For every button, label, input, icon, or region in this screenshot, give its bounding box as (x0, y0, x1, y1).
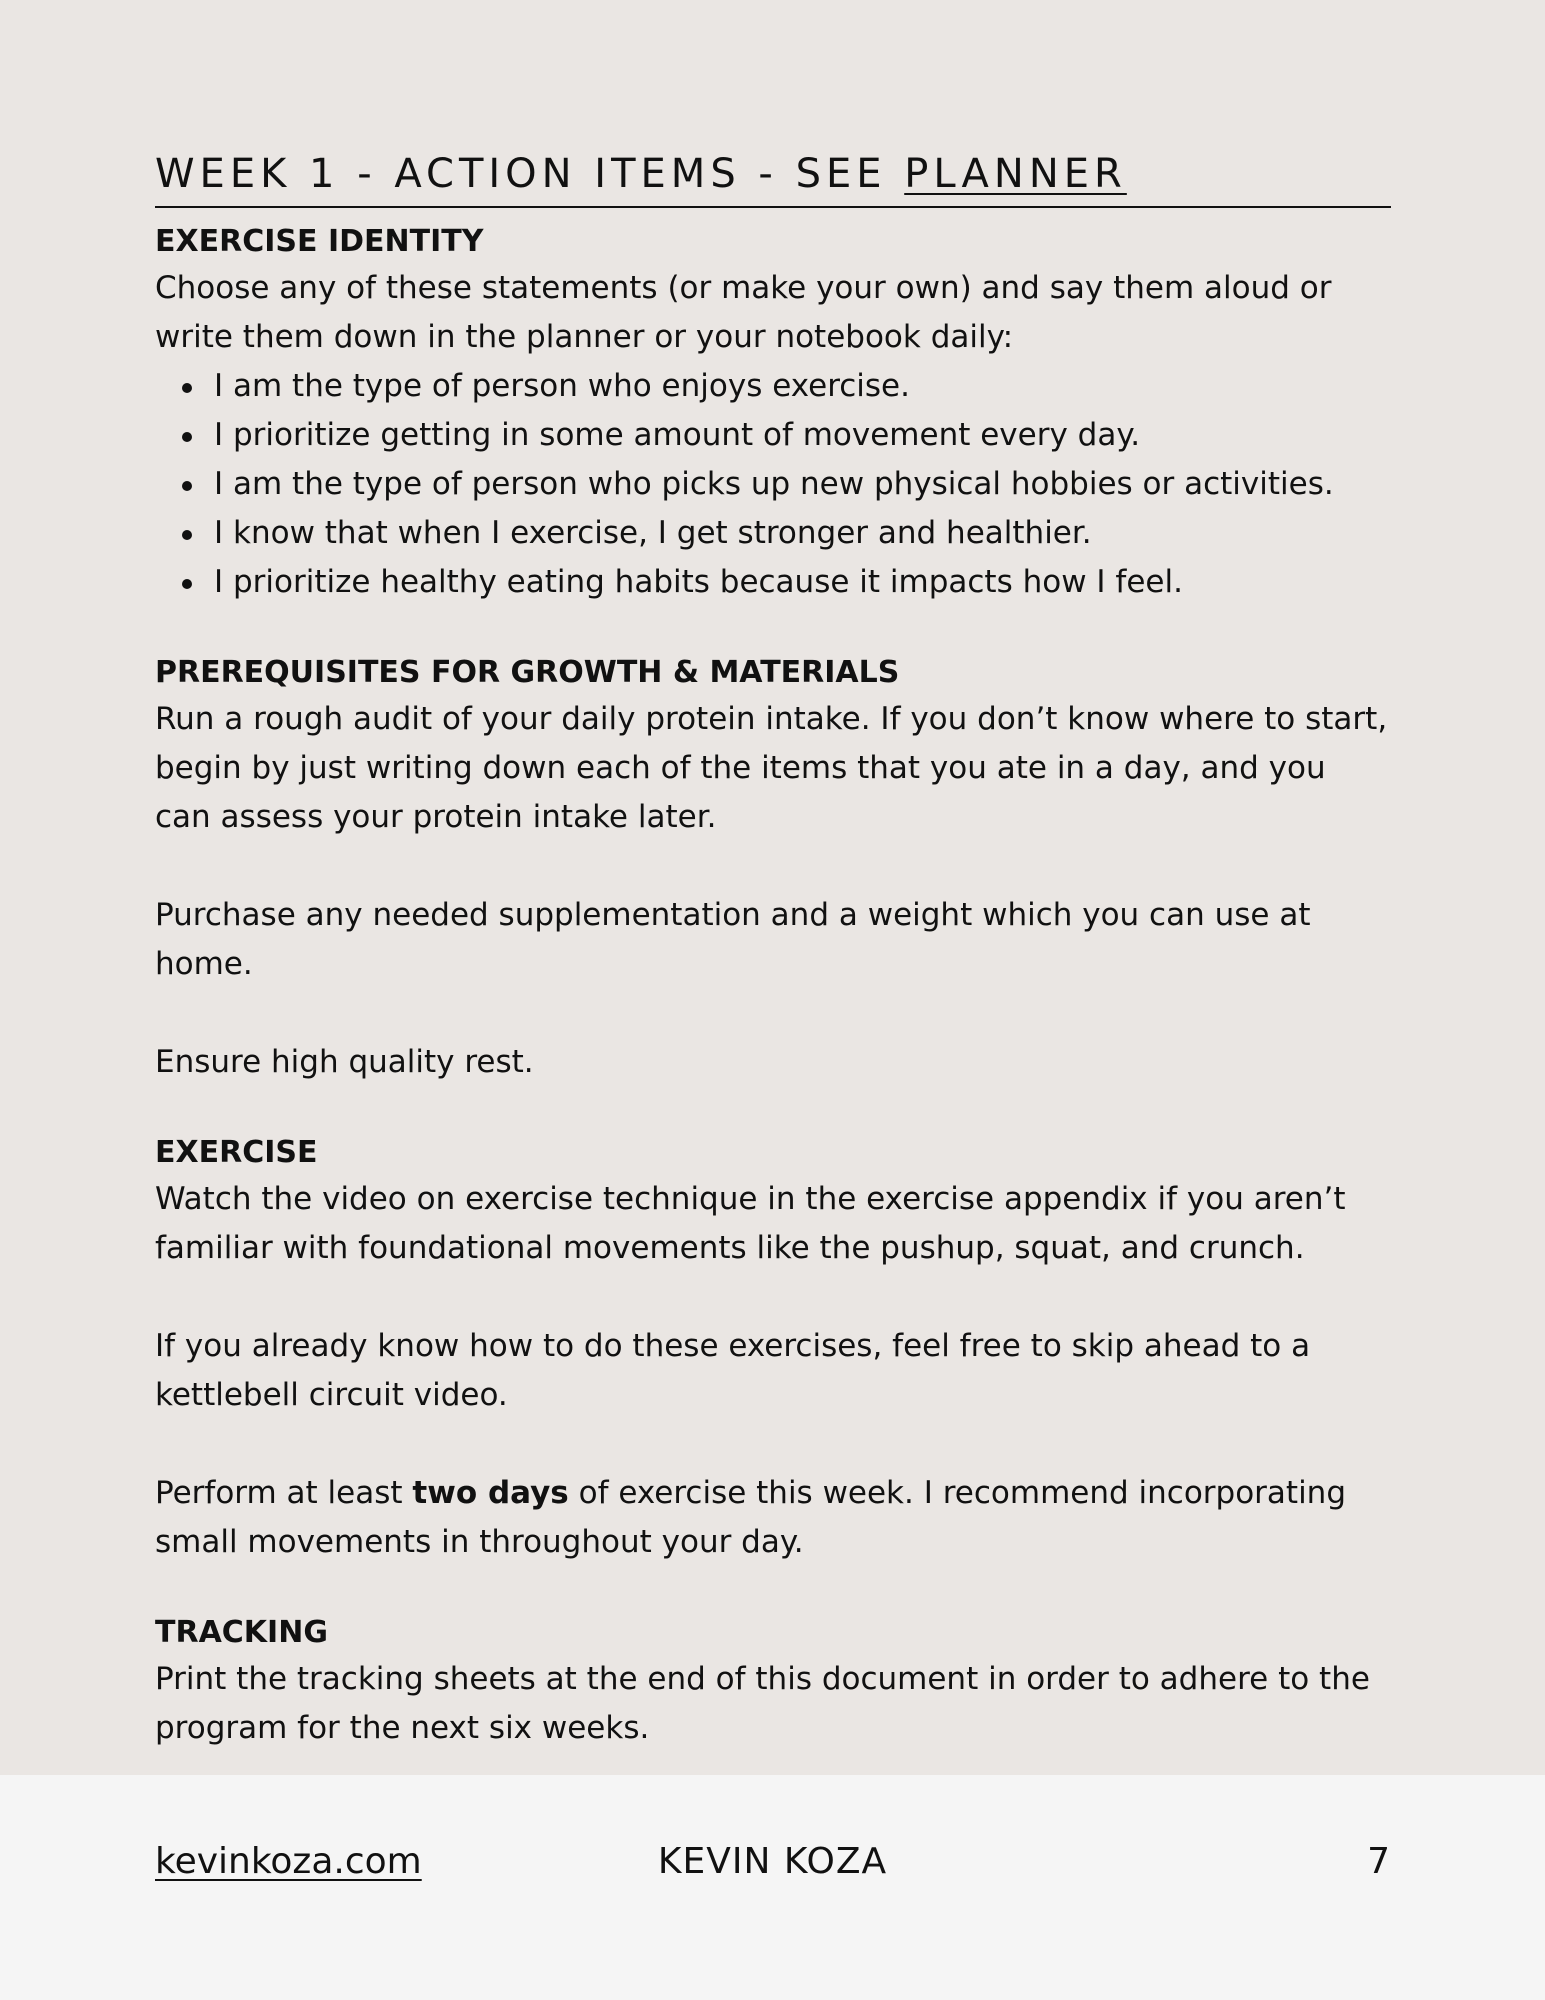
prerequisites-paragraph-2: Purchase any needed supplementation and a weight which you can use at home. (155, 897, 1311, 982)
list-item: I am the type of person who picks up new physical hobbies or activities. (182, 460, 1391, 509)
exercise-paragraph-1: Watch the video on exercise technique in the exercise appendix if you aren’t familiar with foundational movements like the pushup, squat, and crunch. (155, 1181, 1346, 1266)
exercise-identity-intro: Choose any of these statements (or make your own) and say them aloud or write them down in the planner or your notebook daily: (155, 270, 1332, 355)
planner-link[interactable]: PLANNER (904, 151, 1127, 197)
exercise-p3-before: Perform at least (155, 1475, 413, 1511)
section-heading-tracking: TRACKING (155, 1615, 328, 1650)
spacer (155, 989, 1391, 1038)
spacer (155, 1273, 1391, 1322)
website-link[interactable]: kevinkoza.com (155, 1841, 422, 1882)
spacer (155, 1420, 1391, 1469)
page-title (155, 148, 1391, 200)
content-area (155, 148, 1391, 1753)
section-heading-exercise-identity: EXERCISE IDENTITY (155, 224, 484, 259)
tracking-paragraph-1: Print the tracking sheets at the end of this document in order to adhere to the program for the next six weeks. (155, 1661, 1370, 1746)
prerequisites-paragraph-3: Ensure high quality rest. (155, 1044, 534, 1080)
spacer (155, 607, 1391, 651)
exercise-paragraph-3 (155, 1469, 1391, 1567)
exercise-p3-after: of exercise this week. I recommend incorporating small movements in throughout your day. (155, 1475, 1347, 1560)
list-item: I am the type of person who enjoys exercise. (182, 362, 1391, 411)
list-item: I prioritize getting in some amount of movement every day. (182, 411, 1391, 460)
identity-statement-list (155, 362, 1391, 607)
footer-author: KEVIN KOZA (657, 1841, 888, 1882)
list-item: I know that when I exercise, I get stronger and healthier. (182, 509, 1391, 558)
spacer (155, 842, 1391, 891)
section-heading-prerequisites: PREREQUISITES FOR GROWTH & MATERIALS (155, 655, 900, 690)
title-prefix: WEEK 1 - ACTION ITEMS - SEE (155, 151, 905, 197)
page-number: 7 (1367, 1841, 1390, 1882)
page-footer (0, 1775, 1545, 2000)
title-row (155, 148, 1391, 208)
exercise-p3-bold: two days (412, 1475, 569, 1511)
list-item: I prioritize healthy eating habits because it impacts how I feel. (182, 558, 1391, 607)
spacer (155, 1567, 1391, 1611)
exercise-paragraph-2: If you already know how to do these exercises, feel free to skip ahead to a kettlebell circuit video. (155, 1328, 1311, 1413)
prerequisites-paragraph-1: Run a rough audit of your daily protein intake. If you don’t know where to start, begin by just writing down each of the items that you ate in a day, and you can assess your protein intake later. (155, 701, 1388, 835)
spacer (155, 1087, 1391, 1131)
section-heading-exercise: EXERCISE (155, 1135, 318, 1170)
